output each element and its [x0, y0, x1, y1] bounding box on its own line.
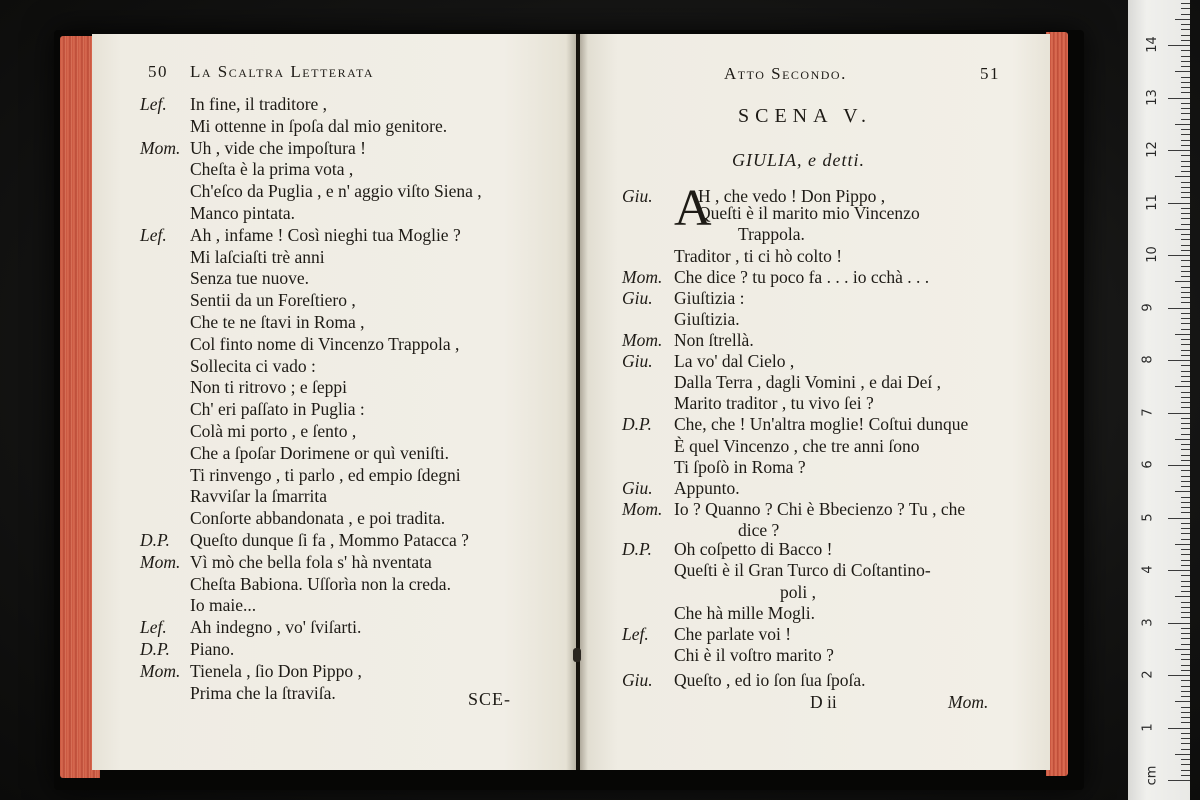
- ruler-tick: [1181, 722, 1190, 723]
- speaker-label: Mom.: [622, 330, 663, 350]
- ruler-tick: [1181, 77, 1190, 78]
- ruler-tick: [1181, 733, 1190, 734]
- ruler-tick: [1181, 108, 1190, 109]
- binding-thread: [573, 648, 581, 662]
- ruler-tick: [1168, 465, 1190, 466]
- ruler-tick: [1181, 512, 1190, 513]
- speaker-label: Giu.: [622, 477, 653, 498]
- verse-line: Oh coſpetto di Bacco !: [674, 539, 833, 560]
- ruler-tick: [1181, 103, 1190, 104]
- ruler-tick: [1181, 586, 1190, 587]
- ruler-tick: [1181, 407, 1190, 408]
- left-catchword: SCE-: [468, 689, 512, 709]
- verse-line: Giuſtizia.: [674, 308, 740, 329]
- ruler-tick: [1181, 355, 1190, 356]
- verse-line: Mi ottenne in ſpoſa dal mio genitore.: [190, 115, 448, 136]
- ruler-tick: [1181, 549, 1190, 550]
- ruler-tick: [1181, 528, 1190, 529]
- speaker-label: Giu.: [622, 186, 653, 206]
- ruler-tick: [1175, 229, 1190, 230]
- verse-line: Prima che la ſtraviſa.: [190, 682, 336, 703]
- ruler-tick: [1181, 775, 1190, 776]
- right-page: [580, 34, 1050, 770]
- verse-line: Sollecita ci vado :: [190, 355, 316, 376]
- verse-line: Piano.: [190, 639, 235, 659]
- ruler-tick: [1181, 392, 1190, 393]
- ruler-tick: [1181, 182, 1190, 183]
- ruler-tick: [1181, 313, 1190, 314]
- ruler-tick: [1181, 449, 1190, 450]
- ruler-tick: [1181, 260, 1190, 261]
- ruler-tick: [1181, 8, 1190, 9]
- ruler-tick: [1181, 29, 1190, 30]
- speaker-label: D.P.: [140, 639, 170, 659]
- ruler-tick: [1181, 654, 1190, 655]
- speaker-label: Mom.: [622, 266, 663, 287]
- speaker-label: Mom.: [140, 660, 181, 681]
- ruler-tick: [1175, 176, 1190, 177]
- ruler-tick: [1181, 680, 1190, 681]
- verse-line: Cheſta è la prima vota ,: [190, 159, 354, 180]
- ruler-label: 6: [1140, 460, 1156, 469]
- right-catchword: Mom.: [948, 692, 989, 712]
- ruler-unit: cm: [1144, 765, 1160, 786]
- ruler-tick: [1181, 234, 1190, 235]
- ruler-tick: [1181, 323, 1190, 324]
- speaker-label: Mom.: [140, 551, 181, 572]
- ruler-tick: [1175, 544, 1190, 545]
- ruler-tick: [1181, 707, 1190, 708]
- left-page-number: 50: [148, 62, 168, 81]
- ruler-tick: [1175, 71, 1190, 72]
- speaker-label: D.P.: [140, 530, 170, 550]
- verse-line: È quel Vincenzo , che tre anni ſono: [674, 435, 920, 456]
- ruler-tick: [1181, 749, 1190, 750]
- ruler-tick: [1181, 318, 1190, 319]
- ruler-tick: [1181, 397, 1190, 398]
- ruler-tick: [1181, 691, 1190, 692]
- ruler-tick: [1181, 155, 1190, 156]
- ruler-tick: [1175, 281, 1190, 282]
- verse-line: poli ,: [780, 581, 816, 602]
- verse-line: Ch' eri paſſato in Puglia :: [190, 399, 365, 420]
- verse-line: Io ? Quanno ? Chi è Bbecienzo ? Tu , che: [674, 498, 966, 519]
- ruler-tick: [1181, 659, 1190, 660]
- verse-line: H , che vedo ! Don Pippo ,: [698, 186, 886, 206]
- ruler-tick: [1181, 502, 1190, 503]
- ruler-tick: [1181, 218, 1190, 219]
- ruler-tick: [1181, 339, 1190, 340]
- ruler-tick: [1181, 423, 1190, 424]
- ruler-tick: [1181, 50, 1190, 51]
- ruler-tick: [1181, 434, 1190, 435]
- ruler-tick: [1181, 245, 1190, 246]
- verse-line: Ah , infame ! Così nieghi tua Moglie ?: [190, 224, 461, 245]
- ruler-tick: [1181, 402, 1190, 403]
- ruler-label: 11: [1144, 193, 1160, 211]
- ruler-tick: [1181, 224, 1190, 225]
- verse-line: Che, che ! Un'altra moglie! Coſtui dunque: [674, 414, 969, 435]
- ruler-label: 8: [1140, 355, 1156, 364]
- verse-line: Senza tue nuove.: [190, 268, 310, 289]
- verse-line: Ah indegno , vo' ſviſarti.: [190, 617, 362, 638]
- ruler-tick: [1181, 14, 1190, 15]
- ruler-tick: [1181, 271, 1190, 272]
- ruler-tick: [1181, 486, 1190, 487]
- ruler-tick: [1181, 40, 1190, 41]
- speaker-label: Lef.: [140, 94, 167, 114]
- ruler-tick: [1181, 129, 1190, 130]
- ruler-tick: [1181, 197, 1190, 198]
- ruler-tick: [1181, 523, 1190, 524]
- speaker-label: Giu.: [622, 287, 653, 308]
- ruler-tick: [1181, 213, 1190, 214]
- left-page: [92, 34, 576, 770]
- verse-line: Ti rinvengo , ti parlo , ed empio ſdegni: [190, 464, 461, 485]
- verse-line: Ch'eſco da Puglia , e n' aggio viſto Siena ,: [190, 181, 482, 202]
- ruler-tick: [1175, 386, 1190, 387]
- ruler-tick: [1181, 575, 1190, 576]
- ruler-tick: [1181, 276, 1190, 277]
- verse-line: Che te ne ſtavi in Roma ,: [190, 312, 365, 332]
- ruler-label: 13: [1144, 88, 1160, 106]
- verse-line: Tienela , ſio Don Pippo ,: [190, 660, 362, 681]
- ruler-tick: [1181, 455, 1190, 456]
- verse-line: Trappola.: [738, 224, 805, 245]
- ruler-tick: [1168, 150, 1190, 151]
- verse-line: Colà mi porto , e ſento ,: [190, 421, 357, 441]
- verse-line: Sentii da un Foreſtiero ,: [190, 290, 356, 311]
- ruler-tick: [1168, 308, 1190, 309]
- verse-line: In fine, il traditore ,: [190, 94, 328, 114]
- verse-line: Queſto , ed io ſon ſua ſpoſa.: [674, 670, 866, 690]
- ruler-tick: [1181, 187, 1190, 188]
- ruler-tick: [1181, 134, 1190, 135]
- ruler-label: 3: [1140, 617, 1156, 627]
- speaker-label: Lef.: [140, 617, 167, 638]
- verse-line: Appunto.: [674, 477, 740, 498]
- ruler-tick: [1181, 376, 1190, 377]
- ruler-tick: [1181, 617, 1190, 618]
- verse-line: Queſti è il Gran Turco di Coſtantino-: [674, 560, 931, 581]
- ruler-tick: [1181, 470, 1190, 471]
- verse-line: Manco pintata.: [190, 203, 295, 223]
- ruler-tick: [1168, 780, 1190, 781]
- speaker-label: Lef.: [622, 623, 649, 644]
- ruler-tick: [1168, 203, 1190, 204]
- ruler-tick: [1181, 192, 1190, 193]
- ruler-tick: [1181, 565, 1190, 566]
- ruler-tick: [1168, 360, 1190, 361]
- ruler-tick: [1181, 24, 1190, 25]
- ruler-tick: [1181, 292, 1190, 293]
- ruler-tick: [1181, 35, 1190, 36]
- ruler-tick: [1181, 371, 1190, 372]
- ruler-tick: [1181, 591, 1190, 592]
- ruler-tick: [1175, 701, 1190, 702]
- ruler-tick: [1181, 476, 1190, 477]
- ruler-label: 2: [1140, 670, 1156, 679]
- ruler-tick: [1181, 507, 1190, 508]
- ruler-tick: [1168, 728, 1190, 729]
- ruler-tick: [1168, 570, 1190, 571]
- ruler-tick: [1168, 255, 1190, 256]
- ruler-tick: [1181, 87, 1190, 88]
- ruler-tick: [1181, 644, 1190, 645]
- ruler-tick: [1168, 413, 1190, 414]
- verse-line: Ravviſar la ſmarrita: [190, 486, 328, 507]
- ruler-tick: [1175, 649, 1190, 650]
- ruler-tick: [1181, 460, 1190, 461]
- right-running-title: Atto Secondo.: [724, 64, 847, 83]
- ruler-tick: [1181, 381, 1190, 382]
- ruler-tick: [1181, 670, 1190, 671]
- ruler-tick: [1181, 171, 1190, 172]
- ruler-tick: [1181, 696, 1190, 697]
- ruler-tick: [1168, 45, 1190, 46]
- verse-line: Non ti ritrovo ; e ſeppi: [190, 377, 347, 398]
- ruler-tick: [1181, 56, 1190, 57]
- ruler-tick: [1181, 628, 1190, 629]
- verse-line: Col finto nome di Vincenzo Trappola ,: [190, 333, 460, 354]
- ruler-tick: [1181, 638, 1190, 639]
- verse-line: Traditor , ti ci hò colto !: [674, 245, 843, 266]
- ruler-label: 14: [1144, 36, 1160, 53]
- ruler-tick: [1175, 334, 1190, 335]
- ruler-tick: [1181, 297, 1190, 298]
- ruler-tick: [1181, 145, 1190, 146]
- ruler-tick: [1181, 266, 1190, 267]
- verse-line: Queſto dunque ſi fa , Mommo Patacca ?: [190, 530, 469, 550]
- ruler-label: 10: [1144, 246, 1160, 263]
- ruler-tick: [1181, 770, 1190, 771]
- ruler-tick: [1181, 113, 1190, 114]
- ruler-tick: [1181, 497, 1190, 498]
- verse-line: Uh , vide che impoſtura !: [190, 137, 366, 158]
- verse-line: Ti ſpoſò in Roma ?: [674, 456, 806, 477]
- verse-line: Conſorte abbandonata , e poi tradita.: [190, 508, 446, 529]
- verse-line: Vì mò che bella fola s' hà nventata: [190, 551, 432, 572]
- verse-line: Non ſtrellà.: [674, 330, 754, 350]
- ruler-tick: [1181, 607, 1190, 608]
- ruler-tick: [1168, 98, 1190, 99]
- verse-line: Giuſtizia :: [674, 287, 745, 308]
- ruler-tick: [1181, 92, 1190, 93]
- ruler-tick: [1181, 239, 1190, 240]
- ruler-tick: [1175, 596, 1190, 597]
- ruler-tick: [1181, 612, 1190, 613]
- ruler-tick: [1181, 418, 1190, 419]
- ruler-tick: [1181, 444, 1190, 445]
- ruler-tick: [1181, 554, 1190, 555]
- ruler-label: 7: [1140, 407, 1156, 417]
- ruler-tick: [1181, 533, 1190, 534]
- ruler-tick: [1168, 675, 1190, 676]
- drop-cap: A: [674, 180, 712, 237]
- ruler-tick: [1175, 19, 1190, 20]
- verse-line: Queſti è il marito mio Vincenzo: [698, 203, 920, 224]
- ruler-tick: [1181, 82, 1190, 83]
- ruler-tick: [1175, 491, 1190, 492]
- ruler-tick: [1181, 208, 1190, 209]
- speaker-label: Mom.: [140, 137, 181, 158]
- ruler-label: 4: [1140, 565, 1156, 574]
- ruler-tick: [1181, 140, 1190, 141]
- ruler-tick: [1181, 633, 1190, 634]
- ruler-tick: [1175, 439, 1190, 440]
- ruler-tick: [1181, 365, 1190, 366]
- ruler-tick: [1181, 428, 1190, 429]
- ruler-tick: [1181, 539, 1190, 540]
- ruler-tick: [1181, 119, 1190, 120]
- verse-line: Dalla Terra , dagli Vomini , e dai Deí ,: [674, 372, 942, 393]
- verse-line: Che parlate voi !: [674, 623, 792, 644]
- ruler-tick: [1175, 754, 1190, 755]
- ruler-tick: [1181, 161, 1190, 162]
- speaker-label: Giu.: [622, 351, 653, 372]
- ruler-tick: [1181, 717, 1190, 718]
- ruler-tick: [1181, 3, 1190, 4]
- verse-line: Mi laſciaſti trè anni: [190, 246, 325, 267]
- measuring-ruler: [1128, 0, 1190, 800]
- ruler-tick: [1175, 124, 1190, 125]
- ruler-tick: [1181, 743, 1190, 744]
- ruler-tick: [1181, 738, 1190, 739]
- speaker-label: Lef.: [140, 224, 167, 245]
- scene-heading: SCENA V.: [738, 105, 872, 127]
- ruler-tick: [1181, 302, 1190, 303]
- speaker-label: D.P.: [622, 414, 652, 435]
- left-running-title: La Scaltra Letterata: [190, 62, 374, 81]
- verse-line: Cheſta Babiona. Uſſorìa non la creda.: [190, 573, 451, 594]
- speaker-label: Giu.: [622, 670, 653, 690]
- ruler-tick: [1181, 560, 1190, 561]
- ruler-label: 5: [1140, 512, 1156, 522]
- ruler-tick: [1168, 518, 1190, 519]
- ruler-label: 1: [1140, 722, 1156, 732]
- speaker-label: Mom.: [622, 498, 663, 519]
- ruler-tick: [1181, 250, 1190, 251]
- ruler-tick: [1181, 61, 1190, 62]
- ruler-tick: [1181, 481, 1190, 482]
- ruler-tick: [1168, 623, 1190, 624]
- verse-line: Che a ſpoſar Dorimene or quì veniſti.: [190, 442, 450, 463]
- verse-line: Che hà mille Mogli.: [674, 602, 815, 623]
- verse-line: Io maie...: [190, 595, 257, 616]
- verse-line: Che dice ? tu poco fa . . . io cchà . . .: [674, 266, 930, 287]
- signature-mark: D ii: [810, 692, 837, 712]
- ruler-tick: [1181, 686, 1190, 687]
- ruler-tick: [1181, 602, 1190, 603]
- right-page-number: 51: [980, 64, 1000, 83]
- ruler-label: 12: [1144, 141, 1160, 158]
- ruler-tick: [1181, 759, 1190, 760]
- ruler-tick: [1181, 329, 1190, 330]
- ruler-tick: [1181, 66, 1190, 67]
- verse-line: dice ?: [738, 520, 780, 541]
- ruler-tick: [1181, 764, 1190, 765]
- ruler-tick: [1181, 581, 1190, 582]
- ruler-tick: [1181, 344, 1190, 345]
- verse-line: La vo' dal Cielo ,: [674, 351, 795, 372]
- ruler-tick: [1181, 665, 1190, 666]
- speaker-label: D.P.: [622, 539, 652, 560]
- ruler-label: 9: [1140, 302, 1156, 312]
- ruler-tick: [1181, 287, 1190, 288]
- verse-line: Marito traditor , tu vivo ſei ?: [674, 393, 874, 414]
- ruler-tick: [1181, 712, 1190, 713]
- scene-characters: GIULIA, e detti.: [732, 150, 865, 170]
- verse-line: Chi è il voſtro marito ?: [674, 644, 834, 665]
- ruler-tick: [1181, 166, 1190, 167]
- ruler-tick: [1181, 350, 1190, 351]
